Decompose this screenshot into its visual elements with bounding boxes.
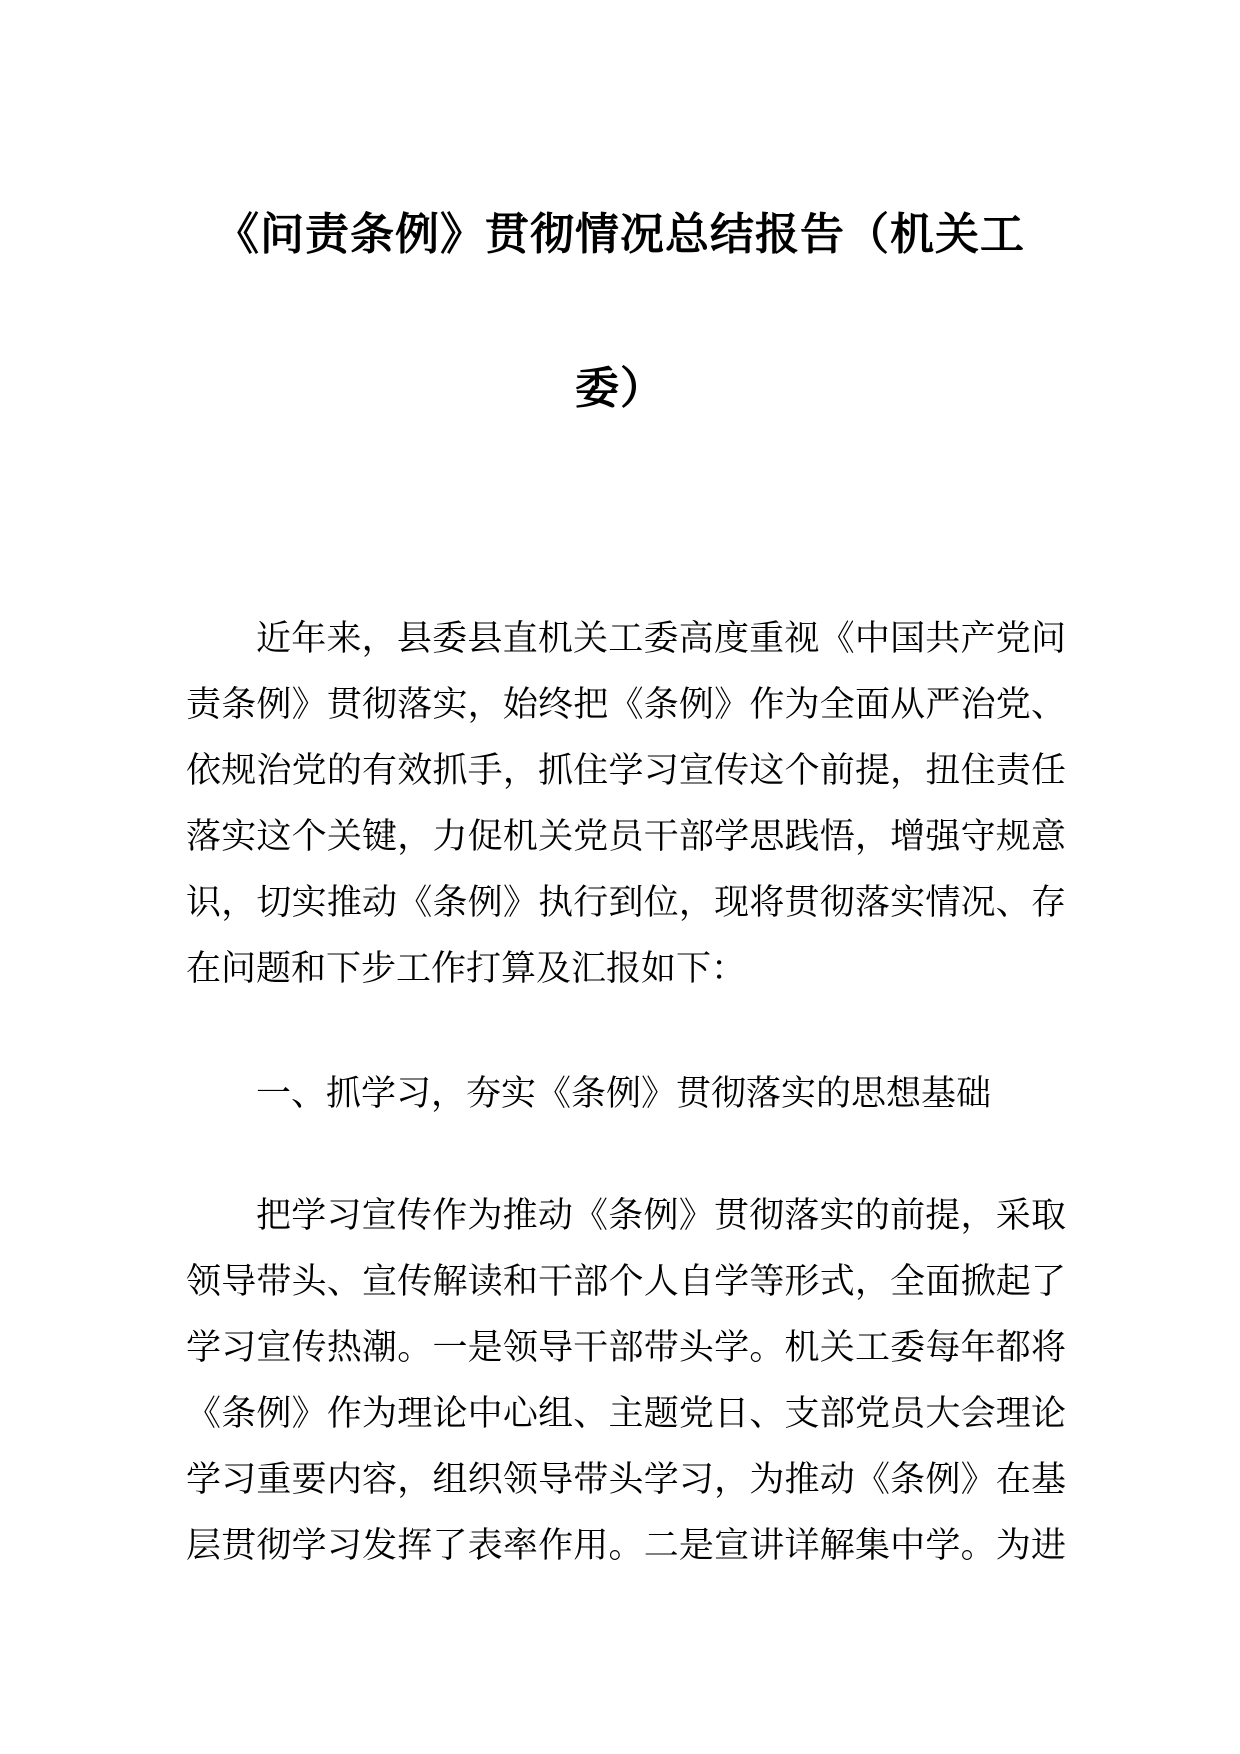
document-title-line-1: 《问责条例》贯彻情况总结报告（机关工 bbox=[215, 209, 1025, 260]
paragraph-line: 把学习宣传作为推动《条例》贯彻落实的前提，采取 bbox=[256, 1196, 1066, 1236]
paragraph-line: 学习宣传热潮。一是领导干部带头学。机关工委每年都将 bbox=[186, 1328, 1066, 1368]
paragraph-line: 学习重要内容，组织领导带头学习，为推动《条例》在基 bbox=[186, 1460, 1066, 1500]
paragraph-line: 《条例》作为理论中心组、主题党日、支部党员大会理论 bbox=[186, 1394, 1066, 1434]
paragraph-line: 依规治党的有效抓手，抓住学习宣传这个前提，扭住责任 bbox=[186, 751, 1066, 791]
paragraph-intro bbox=[186, 606, 1066, 1002]
document-title-line-2: 委） bbox=[575, 363, 665, 414]
paragraph-line: 责条例》贯彻落实，始终把《条例》作为全面从严治党、 bbox=[186, 685, 1066, 725]
paragraph-line: 在问题和下步工作打算及汇报如下： bbox=[186, 949, 747, 989]
paragraph-section-1 bbox=[186, 1183, 1066, 1579]
section-heading-1 bbox=[186, 1061, 1066, 1127]
paragraph-line: 领导带头、宣传解读和干部个人自学等形式，全面掀起了 bbox=[186, 1262, 1066, 1302]
paragraph-line: 层贯彻学习发挥了表率作用。二是宣讲详解集中学。为进 bbox=[186, 1526, 1066, 1566]
paragraph-line: 落实这个关键，力促机关党员干部学思践悟，增强守规意 bbox=[186, 817, 1066, 857]
paragraph-line: 近年来，县委县直机关工委高度重视《中国共产党问 bbox=[256, 619, 1066, 659]
section-heading-text: 一、抓学习，夯实《条例》贯彻落实的思想基础 bbox=[256, 1074, 992, 1114]
paragraph-line: 识，切实推动《条例》执行到位，现将贯彻落实情况、存 bbox=[186, 883, 1066, 923]
